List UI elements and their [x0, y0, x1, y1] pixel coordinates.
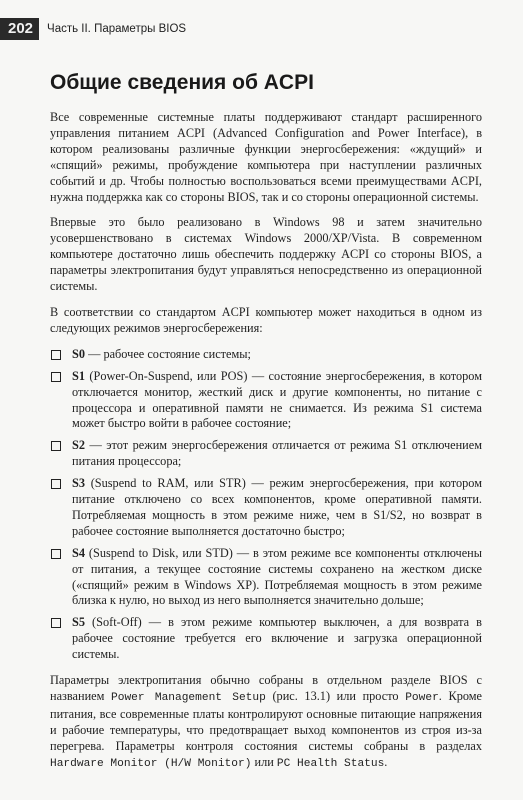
page-content — [50, 70, 482, 783]
paragraph-windows: Впервые это было реализовано в Windows 98 и затем значительно усовершенствовано в системах Windows 2000/XP/Vista. В современном компьютере достаточно лишь обеспечить поддержку ACPI со стороны BIOS, а параметры электропитания будут управляться непосредственно из операционной системы. — [50, 215, 482, 294]
mode-description: — рабочее состояние системы; — [85, 346, 251, 361]
menu-name-pc-health: PC Health Status — [276, 757, 385, 770]
checkbox-bullet-icon — [51, 372, 61, 382]
checkbox-bullet-icon — [51, 618, 61, 628]
paragraph-closing — [50, 673, 482, 772]
paragraph-intro: Все современные системные платы поддерживают стандарт расширенного управления питанием ACPI (Advanced Configuration and Power Interface), в котором реализованы различные функции энергосбережения: «ждущий» и «спящий» режимы, пробуждение компьютера при наступлении различных событий и др. Чтобы полностью воспользоваться всеми преимуществами ACPI, нужна поддержка как со стороны BIOS, так и со стороны операционной системы. — [50, 110, 482, 204]
mode-description: (Suspend to Disk, или STD) — в этом режиме все компоненты отключены от питания, а текущее состояние системы сохранено на жестком диске («спящий» режим в Windows XP). Потребляемая мощность в этом режиме близка к нулю, но выход из него выполняется значительно дольше; — [72, 545, 482, 608]
mode-description: (Power-On-Suspend, или POS) — состояние энергосбережения, в котором отключается монитор, жесткий диск и другие компоненты, но питание с процессора и оперативной памяти не снимается. Из режима S1 система может быстро войти в рабочее состояние; — [72, 368, 482, 431]
mode-description: (Suspend to RAM, или STR) — режим энергосбережения, при котором питание отключено со всех компонентов, кроме оперативной памяти. Потребляемая мощность в этом режиме ниже, чем в S1/S2, но возврат в рабочее состояние выполняется достаточно быстро; — [72, 476, 482, 538]
menu-name-power-management: Power Management Setup — [111, 692, 266, 704]
menu-name-hardware-monitor: Hardware Monitor (H/W Monitor) — [50, 757, 252, 770]
list-item — [50, 476, 482, 540]
menu-name-power: Power — [405, 692, 439, 704]
mode-term: S0 — [72, 346, 85, 361]
checkbox-bullet-icon — [51, 549, 61, 559]
mode-term: S1 — [72, 368, 85, 383]
list-item — [50, 546, 482, 610]
closing-text: или — [251, 754, 277, 769]
list-item — [50, 347, 482, 363]
closing-text: (рис. 13.1) или просто — [265, 689, 406, 703]
mode-term: S4 — [72, 545, 85, 560]
running-title: Часть II. Параметры BIOS — [47, 23, 187, 35]
closing-text: . Кроме питания, все современные платы контролируют основные питающие напряжения и рабочие температуры, что предотвращает выход компонентов из строя из-за перегрева. Параметры контроля состояния системы собраны в разделах — [50, 689, 482, 753]
checkbox-bullet-icon — [51, 350, 61, 360]
section-title: Общие сведения об ACPI — [50, 71, 314, 94]
closing-text: Параметры электропитания обычно собраны в отдельном разделе BIOS с названием — [50, 673, 482, 703]
mode-term: S3 — [72, 476, 85, 491]
list-item — [50, 615, 482, 663]
list-item — [50, 369, 482, 433]
closing-text: . — [384, 754, 388, 769]
checkbox-bullet-icon — [51, 479, 61, 489]
mode-term: S5 — [72, 615, 85, 630]
mode-description: (Soft-Off) — в этом режиме компьютер выключен, а для возврата в рабочее состояние требуется его включение и загрузка операционной системы. — [72, 615, 482, 662]
paragraph-modes-intro: В соответствии со стандартом ACPI компьютер может находиться в одном из следующих режимов энергосбережения: — [50, 304, 482, 335]
mode-description: — этот режим энергосбережения отличается от режима S1 отключением питания процессора; — [72, 438, 482, 469]
checkbox-bullet-icon — [51, 441, 61, 451]
power-modes-list — [50, 347, 482, 663]
list-item — [50, 438, 482, 470]
page-header — [0, 18, 523, 40]
page-number: 202 — [0, 18, 39, 40]
mode-term: S2 — [72, 438, 85, 453]
